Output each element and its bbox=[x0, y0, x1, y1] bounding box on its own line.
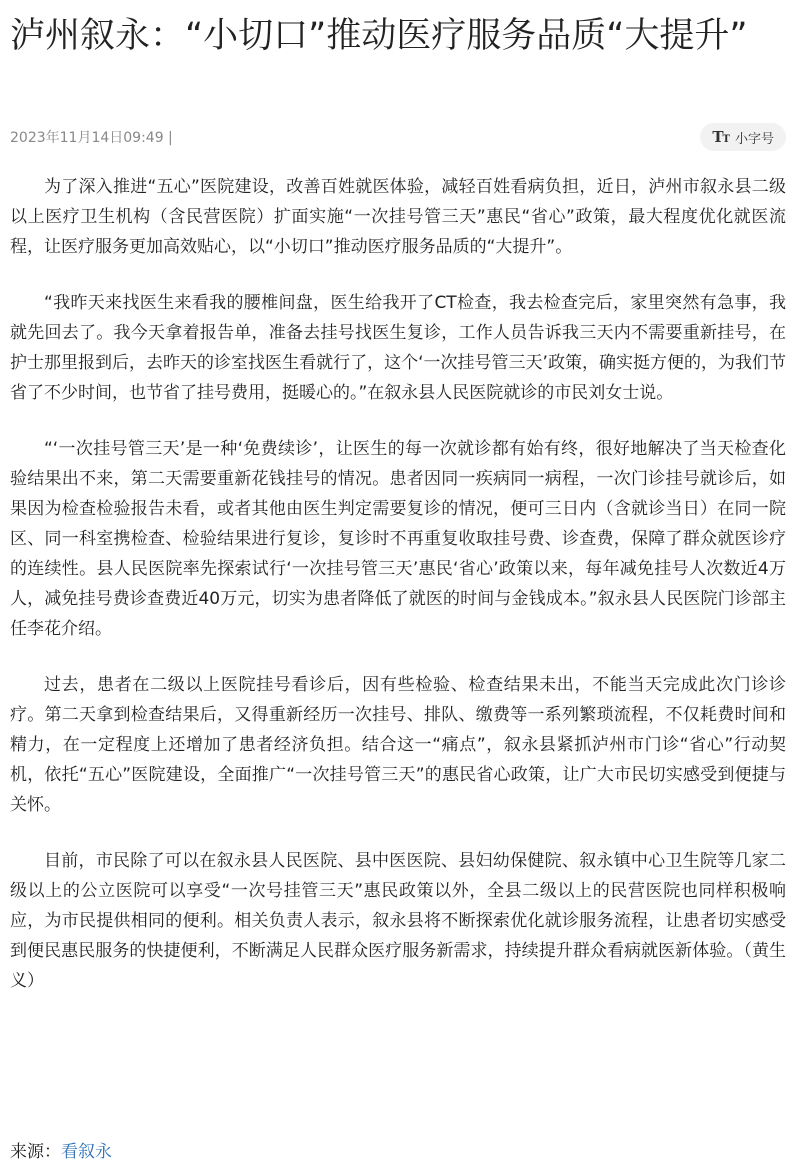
paragraph-3: “‘一次挂号管三天’是一种‘免费续诊’，让医生的每一次就诊都有始有终，很好地解决了当天检查化验结果出不来，第二天需要重新花钱挂号的情况。患者因同一疾病同一病程，一次门诊挂号就诊后，如果因为检查检验报告未看，或者其他由医生判定需要复诊的情况，便可三日内（含就诊当日）在同一院区、同一科室携检查、检验结果进行复诊，复诊时不再重复收取挂号费、诊查费，保障了群众就医诊疗的连续性。县人民医院率先探索试行‘一次挂号管三天’惠民‘省心’政策以来，每年减免挂号人次数近4万人，减免挂号费诊查费近40万元，切实为患者降低了就医的时间与金钱成本。”叙永县人民医院门诊部主任李花介绍。 bbox=[10, 439, 786, 639]
source-link[interactable]: 看叙永 bbox=[61, 1142, 112, 1162]
article-source bbox=[10, 1137, 112, 1162]
paragraph-5: 目前，市民除了可以在叙永县人民医院、县中医医院、县妇幼保健院、叙永镇中心卫生院等几家二级以上的公立医院可以享受“一次号挂管三天”惠民政策以外，全县二级以上的民营医院也同样积极响应，为市民提供相同的便利。相关负责人表示，叙永县将不断探索优化就诊服务流程，让患者切实感受到便民惠民服务的快捷便利，不断满足人民群众医疗服务新需求，持续提升群众看病就医新体验。（黄生义） bbox=[10, 851, 786, 991]
publish-datetime: 2023年11月14日09:49 | bbox=[10, 130, 173, 146]
paragraph-4: 过去，患者在二级以上医院挂号看诊后，因有些检验、检查结果未出，不能当天完成此次门诊诊疗。第二天拿到检查结果后，又得重新经历一次挂号、排队、缴费等一系列繁琐流程，不仅耗费时间和精力，在一定程度上还增加了患者经济负担。结合这一“痛点”，叙永县紧抓泸州市门诊“省心”行动契机，依托“五心”医院建设，全面推广“一次挂号管三天”的惠民省心政策，让广大市民切实感受到便捷与关怀。 bbox=[10, 675, 786, 815]
text-size-icon: TT bbox=[712, 128, 729, 146]
article-title: 泸州叙永：“小切口”推动医疗服务品质“大提升” bbox=[10, 16, 748, 56]
font-size-toggle-label: 小字号 bbox=[734, 131, 774, 147]
source-label: 来源： bbox=[10, 1142, 61, 1162]
article-body bbox=[10, 172, 786, 1022]
paragraph-2: “我昨天来找医生来看我的腰椎间盘，医生给我开了CT检查，我去检查完后，家里突然有急事，我就先回去了。我今天拿着报告单，准备去挂号找医生复诊，工作人员告诉我三天内不需要重新挂号，在护士那里报到后，去昨天的诊室找医生看就行了，这个‘一次挂号管三天’政策，确实挺方便的，为我们节省了不少时间，也节省了挂号费用，挺暖心的。”在叙永县人民医院就诊的市民刘女士说。 bbox=[10, 293, 786, 403]
paragraph-1: 为了深入推进“五心”医院建设，改善百姓就医体验，减轻百姓看病负担，近日，泸州市叙永县二级以上医疗卫生机构（含民营医院）扩面实施“一次挂号管三天”惠民“省心”政策，最大程度优化就医流程，让医疗服务更加高效贴心，以“小切口”推动医疗服务品质的“大提升”。 bbox=[10, 177, 786, 257]
font-size-toggle-button[interactable] bbox=[700, 123, 786, 151]
